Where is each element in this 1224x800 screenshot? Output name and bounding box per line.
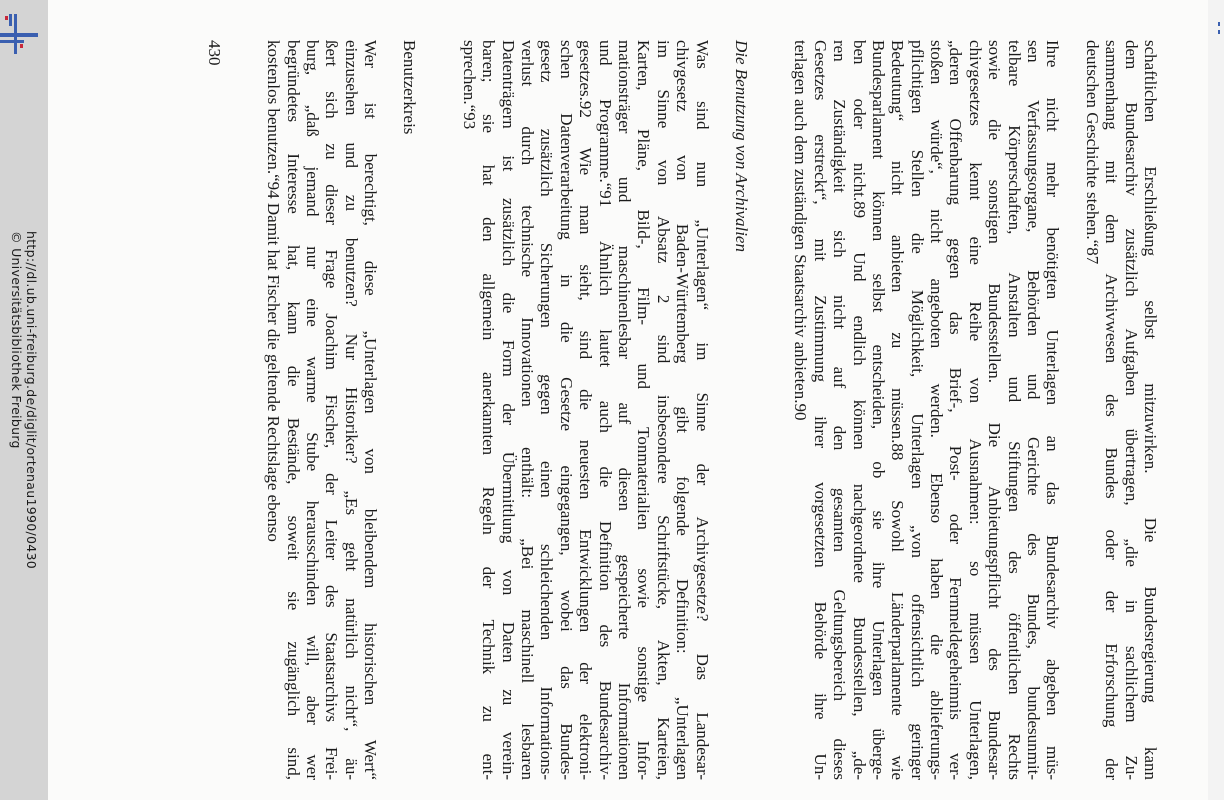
section-heading-users: Benutzerkreis [400,40,420,135]
text-line: und Programme.“91 Ähnlich lautet auch die Definition des Bundesarchiv- [595,40,615,780]
text-line: sen Verfassungsorgane, Behörden und Gerichte des Bundes, bundesunmit- [1024,40,1044,780]
text-line: pflichtigen Stellen die Möglichkeit, Unterlagen „von offensichtlich geringer [907,40,927,780]
text-line: einzusehen und zu benutzen? Nur Historiker? „Es geht natürlich nicht“, äu- [341,40,361,780]
section-heading-usage: Die Benutzung von Archivalien [731,40,751,252]
copyright-notice: © Universitätsbibliothek Freiburg [9,231,24,449]
ub-freiburg-logo-icon[interactable] [0,14,40,54]
text-line: kostenlos benutzen.“94 Damit hat Fischer die geltende Rechtslage ebenso [264,40,284,542]
text-line: Datenträgern ist zusätzlich die Form der Übermittlung von Daten zu verein- [498,40,518,780]
text-line: schaftlichen Erschließung selbst mitzuwirken. Die Bundesregierung kann [1141,40,1160,780]
text-line: sammenhang mit dem Archivwesen des Bundes oder der Erforschung der [1102,40,1122,780]
text-line: Wer ist berechtigt, diese „Unterlagen von bleibendem historischen Wert“ [361,40,381,780]
text-line: schen Datenverarbeitung in die Gesetze eingegangen, wobei das Bundes- [556,40,576,780]
page-number: 430 [204,40,224,66]
text-line: gesetz zusätzlich Sicherungen gegen einen schleichenden Informations- [537,40,557,780]
text-line: ben oder nicht.89 Und endlich können nachgeordnete Bundesstellen, „de- [849,40,869,780]
text-line: ßert sich zu dieser Frage Joachim Fischer, der Leiter des Staatsarchivs Frei- [322,40,342,780]
text-line: burg, „daß jemand nur eine warme Stube herausschinden will, aber wer [302,40,322,780]
paragraph-user-group [264,40,380,780]
text-line: Bedeutung“ nicht anbieten zu müssen.88 Sowohl Länderparlamente wie [888,40,908,780]
text-line: verlust durch technische Innovationen enthält: „Bei maschinell lesbaren [518,40,538,780]
text-line: baren; sie hat den allgemein anerkannten Regeln der Technik zu ent- [479,40,499,780]
text-line: begründetes Interesse hat, kann die Bestände, soweit sie zugänglich sind, [283,40,303,780]
sidebar-caption [9,231,39,569]
scanned-page-viewer [48,0,1224,800]
text-line: terlagen auch dem zuständigen Staatsarchiv anbieten.90 [791,40,811,421]
paragraph-archive-tasks [1082,40,1160,780]
text-line: telbare Körperschaften, Anstalten und Stiftungen des öffentlichen Rechts [1004,40,1024,780]
text-line: „deren Offenbarung gegen das Brief-, Post- oder Fernmeldegeheimnis ver- [946,40,966,780]
text-line: dem Bundesarchiv zusätzlich Aufgaben übertragen, „die in sachlichem Zu- [1121,40,1141,780]
text-line: im Sinne von Absatz 2 sind insbesondere Schriftstücke, Akten, Karteien, [653,40,673,780]
scanned-page [48,0,1208,800]
paragraph-records-definition [460,40,712,780]
text-line: chivgesetzes kennt eine Reihe von Ausnahmen: so müssen Unterlagen, [965,40,985,780]
edge-marker-icon [1216,22,1222,36]
paragraph-delivery-obligation [791,40,1062,780]
text-line: mationsträger und maschinenlesbar auf diesen gespeicherte Informationen [615,40,635,780]
text-line: Gesetzes erstreckt“, mit Zustimmung ihrer vorgesetzten Behörde ihre Un- [810,40,830,780]
text-line: ren Zuständigkeit sich nicht auf den gesamten Geltungsbereich dieses [830,40,850,780]
text-line: chivgesetz von Baden-Württemberg gibt folgende Definition: „Unterlagen [673,40,693,780]
text-line: sprechen.“93 [459,40,479,130]
text-line: gesetzes.92 Wie man sieht, sind die neuesten Entwicklungen der elektroni- [576,40,596,780]
text-line: sowie die sonstigen Bundesstellen. Die Anbietungspflicht des Bundesar- [985,40,1005,780]
text-line: stoßen würde“, nicht angeboten werden. Ebenso haben die ablieferungs- [927,40,947,780]
text-line: Ihre nicht mehr benötigten Unterlagen an das Bundesarchiv abgeben müs- [1043,40,1063,780]
page-edge-strip [1208,0,1224,800]
page-text-block [160,40,1160,780]
viewer-sidebar [0,0,48,800]
text-line: Karten, Pläne, Bild-, Film- und Tonmaterialien sowie sonstige Infor- [634,40,654,780]
source-url[interactable]: http://dl.ub.uni-freiburg.de/diglit/ortenau1990/0430 [24,231,39,569]
text-line: Was sind nun „Unterlagen“ im Sinne der Archivgesetze? Das Landesar- [692,40,712,780]
text-line: Bundesparlament können selbst entscheiden, ob sie ihre Unterlagen überge- [868,40,888,780]
text-line: deutschen Geschichte stehen.“87 [1082,40,1102,265]
